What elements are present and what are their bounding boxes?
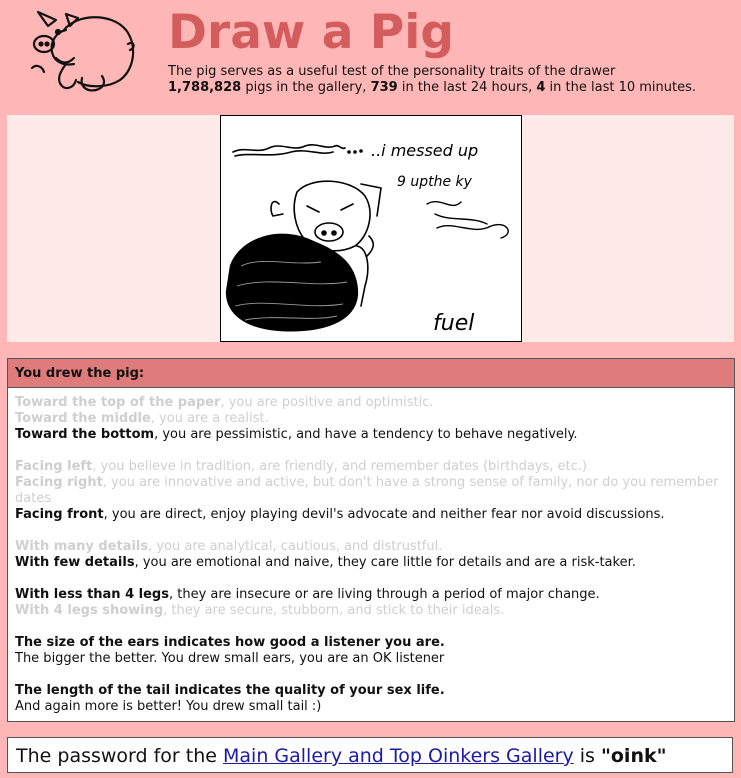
gallery-stats	[168, 80, 696, 96]
signature: fuel	[433, 311, 475, 336]
trait-four-legs: With 4 legs showing, they are secure, stubborn, and stick to their ideals.	[15, 603, 505, 618]
password-prefix: The password for the	[16, 745, 224, 767]
stat-last10-suffix: in the last 10 minutes.	[545, 80, 696, 95]
password-panel	[7, 737, 733, 773]
trait-position-middle: Toward the middle, you are a realist.	[15, 411, 269, 426]
trait-few-details: With few details, you are emotional and naive, they care little for details and are a risk-taker.	[15, 555, 636, 570]
stat-total: 1,788,828	[168, 80, 242, 95]
trait-facing-left: Facing left, you believe in tradition, are friendly, and remember dates (birthdays, etc.)	[15, 459, 587, 474]
scribble-text: ..i messed up	[371, 141, 479, 160]
stat-last24: 739	[370, 80, 398, 95]
trait-less-legs: With less than 4 legs, they are insecure or are living through a period of major change.	[15, 587, 600, 602]
scribble-text-2: 9 upthe ky	[397, 174, 472, 190]
trait-facing-right: Facing right, you are innovative and active, but don't have a strong sense of family, nor do you remember dates	[15, 475, 719, 506]
page-title: Draw a Pig	[168, 5, 454, 60]
drawing-area	[7, 115, 734, 342]
trait-facing-front: Facing front, you are direct, enjoy playing devil's advocate and neither fear nor avoid discussions.	[15, 507, 665, 522]
page-tagline: The pig serves as a useful test of the personality traits of the drawer	[168, 64, 616, 79]
result-body	[8, 388, 734, 715]
tail-text: And again more is better! You drew small tail :)	[15, 699, 322, 714]
ears-heading: The size of the ears indicates how good a listener you are.	[15, 635, 445, 650]
gallery-link[interactable]: Main Gallery and Top Oinkers Gallery	[223, 745, 574, 767]
trait-many-details: With many details, you are analytical, cautious, and distrustful.	[15, 539, 443, 554]
stat-last10: 4	[536, 80, 546, 95]
tail-heading: The length of the tail indicates the quality of your sex life.	[15, 683, 445, 698]
stat-last24-suffix: in the last 24 hours,	[397, 80, 537, 95]
result-heading: You drew the pig:	[8, 359, 734, 388]
result-panel	[7, 358, 735, 722]
pig-drawing	[220, 115, 522, 342]
pig-logo-icon	[26, 4, 138, 94]
password-middle: is	[573, 745, 601, 767]
ears-text: The bigger the better. You drew small ears, you are an OK listener	[15, 651, 445, 666]
password-value: "oink"	[600, 745, 667, 767]
page-header	[0, 0, 741, 115]
trait-position-top: Toward the top of the paper, you are positive and optimistic.	[15, 395, 434, 410]
stat-total-suffix: pigs in the gallery,	[241, 80, 371, 95]
trait-position-bottom: Toward the bottom, you are pessimistic, and have a tendency to behave negatively.	[15, 427, 578, 442]
